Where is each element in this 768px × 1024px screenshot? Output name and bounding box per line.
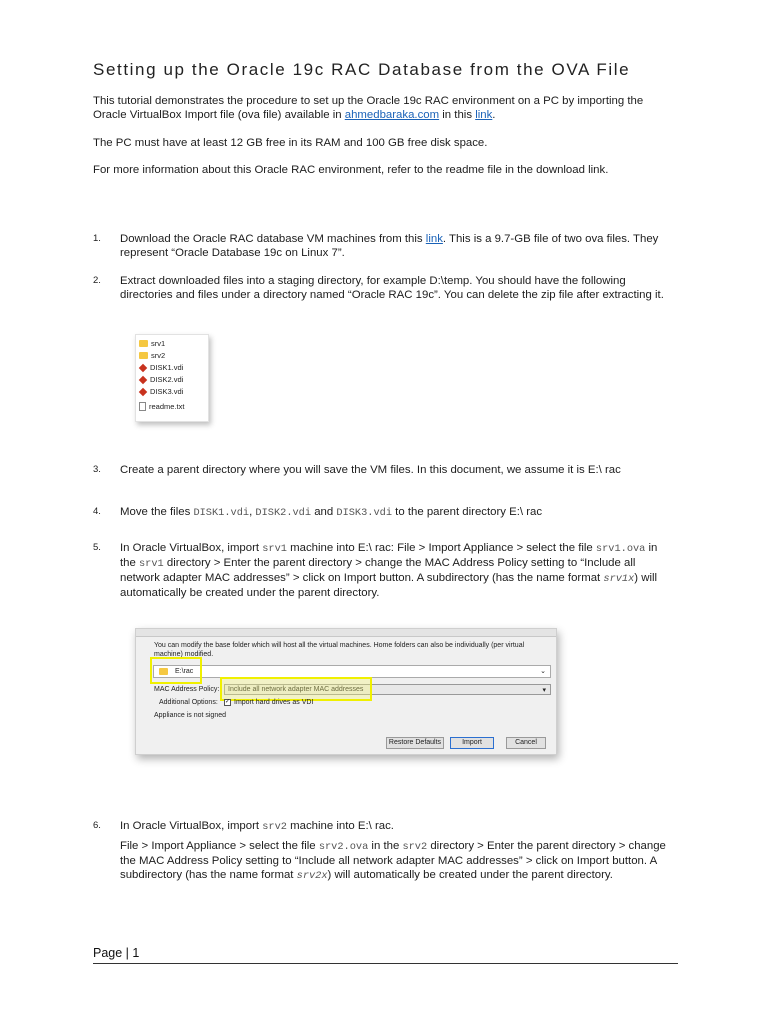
appliance-signed-status: Appliance is not signed [154, 712, 226, 719]
dialog-info-text: You can modify the base folder which will host all the virtual machines. Home folders can also be individually (per virtual machine) modified. [154, 642, 525, 658]
step-number: 3. [93, 464, 101, 475]
mac-policy-label: MAC Address Policy: [154, 686, 220, 693]
step-number: 2. [93, 275, 101, 286]
step-text-part: directory > Enter the parent directory > change the MAC Address Policy setting to “Include all network adapter MAC addresses” > click on Import button. A subdirectory (has the name format [120, 840, 666, 881]
footer-divider [93, 963, 678, 964]
chevron-down-icon[interactable]: ▾ [542, 687, 546, 694]
step-text-part: Move the files [120, 506, 194, 518]
code-term: srv2 [262, 821, 287, 833]
step-text: Create a parent directory where you will save the VM files. In this document, we assume it is E:\ rac [120, 464, 621, 476]
intro-text: . [492, 109, 496, 121]
step-text-part: and [311, 506, 337, 518]
import-vdi-checkbox[interactable]: ✓ [225, 699, 231, 705]
step-text-part: ) will automatically be created under the parent directory. [327, 869, 613, 881]
step-text [120, 232, 675, 260]
step-text-part: to the parent directory E:\ rac [392, 506, 543, 518]
code-term: srv2.ova [318, 841, 369, 853]
file-name: srv1 [151, 339, 166, 348]
step-number: 4. [93, 506, 101, 517]
base-folder-value: E:\rac [175, 668, 194, 675]
restore-defaults-button[interactable]: Restore Defaults [386, 737, 444, 749]
file-name: readme.txt [149, 402, 185, 411]
text-file-icon [139, 402, 146, 411]
step-text [120, 839, 675, 883]
step-text-part: machine into E:\ rac. [286, 820, 394, 832]
step-text-part: File > Import Appliance > select the file [120, 840, 319, 852]
step-text [120, 541, 675, 600]
vdi-file-icon [139, 387, 147, 395]
step-text-part: in the [368, 840, 403, 852]
mac-policy-value: Include all network adapter MAC addresses [228, 686, 364, 693]
step-text-part: In Oracle VirtualBox, import [120, 542, 263, 554]
file-name: DISK2.vdi [150, 375, 184, 384]
intro-paragraph-2: The PC must have at least 12 GB free in its RAM and 100 GB free disk space. [93, 137, 488, 149]
intro-text: This tutorial demonstrates the procedure to set up the Oracle 19c RAC environment on a PC by importing the Oracle VirtualBox Import file (ova file) available in [93, 95, 644, 121]
step-text-part: machine into E:\ rac: File > Import Appliance > select the file [286, 542, 596, 554]
intro-paragraph-3: For more information about this Oracle RAC environment, refer to the readme file in the download link. [93, 164, 609, 176]
code-term: srv1.ova [595, 543, 646, 555]
vdi-file-icon [139, 375, 147, 383]
step-text-part: in the [120, 542, 658, 569]
code-term: srv1 [262, 543, 287, 555]
vdi-file-icon [139, 363, 147, 371]
code-filename: DISK2.vdi [255, 507, 312, 519]
dialog-top-bar [136, 629, 556, 637]
code-term: srv1x [603, 573, 635, 585]
file-name: srv2 [151, 351, 166, 360]
code-filename: DISK3.vdi [336, 507, 393, 519]
step-text-part: directory > Enter the parent directory > change the MAC Address Policy setting to “Include all network adapter MAC addresses” > click on Import button. A subdirectory (has the name format [120, 557, 636, 584]
step-number: 6. [93, 820, 101, 831]
download-link[interactable]: link [475, 109, 493, 121]
step-number: 1. [93, 233, 101, 244]
step-number: 5. [93, 542, 101, 553]
code-term: srv2x [296, 870, 328, 882]
virtualbox-import-dialog-screenshot [135, 628, 557, 755]
vm-download-link[interactable]: link [425, 233, 443, 245]
cancel-button[interactable]: Cancel [506, 737, 546, 749]
folder-listing-screenshot [135, 334, 209, 422]
mac-policy-highlight [220, 677, 372, 701]
step-text [120, 819, 675, 834]
code-term: srv1 [139, 558, 164, 570]
intro-paragraph-1 [93, 94, 678, 122]
doc-title: Setting up the Oracle 19c RAC Database from the OVA File [93, 60, 631, 79]
step-text-part: In Oracle VirtualBox, import [120, 820, 263, 832]
page-number: Page | 1 [93, 946, 140, 960]
folder-icon [139, 340, 148, 347]
import-vdi-label: Import hard drives as VDI [234, 699, 314, 706]
file-name: DISK3.vdi [150, 387, 184, 396]
additional-options-label: Additional Options: [159, 699, 218, 706]
chevron-down-icon[interactable]: ⌄ [540, 668, 546, 675]
import-button[interactable]: Import [450, 737, 494, 749]
step-text-part: , [249, 506, 256, 518]
ahmedbaraka-link[interactable]: ahmedbaraka.com [344, 109, 440, 121]
file-name: DISK1.vdi [150, 363, 184, 372]
code-term: srv2 [402, 841, 428, 853]
intro-text: in this [439, 109, 476, 121]
step-text-part: ) will automatically be created under the parent directory. [120, 572, 658, 599]
step-text: Extract downloaded files into a staging directory, for example D:\temp. You should have the following directories and files under a directory named “Oracle RAC 19c”. You can delete the zip file after extracting it. [120, 275, 664, 301]
step-text-part: . This is a 9.7-GB file of two ova files. They represent “Oracle Database 19c on Linux 7”. [120, 233, 659, 259]
code-filename: DISK1.vdi [193, 507, 250, 519]
path-highlight [150, 657, 202, 684]
step-text-part: Download the Oracle RAC database VM machines from this [120, 233, 426, 245]
step-text [120, 505, 675, 520]
folder-icon [139, 352, 148, 359]
